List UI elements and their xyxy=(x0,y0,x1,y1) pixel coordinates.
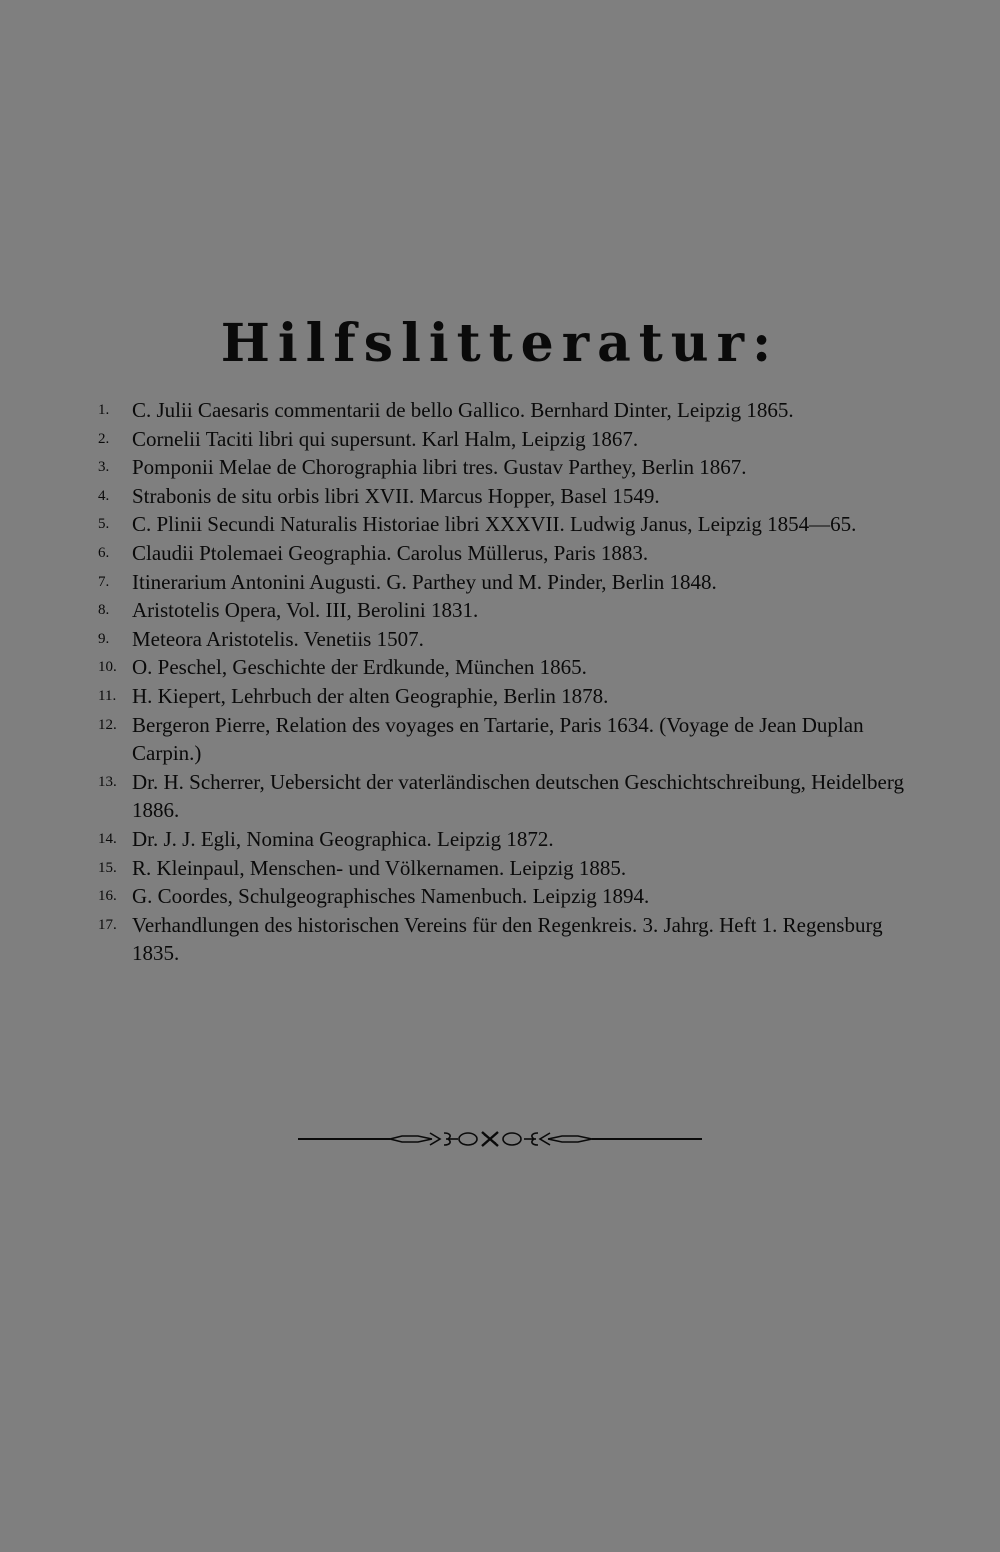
entry-text: G. Coordes, Schulgeographisches Namenbuch. Leipzig 1894. xyxy=(132,884,650,909)
page-title: Hilfslitteratur: xyxy=(220,313,780,374)
entry-text: O. Peschel, Geschichte der Erdkunde, München 1865. xyxy=(132,655,587,680)
entry-text: R. Kleinpaul, Menschen- und Völkernamen. Leipzig 1885. xyxy=(132,855,627,880)
entry-number: 4. xyxy=(98,487,110,504)
entry-number: 5. xyxy=(98,516,110,533)
entry-number: 7. xyxy=(98,573,110,590)
entry-text: Dr. H. Scherrer, Uebersicht der vaterländischen deutschen Geschichtschreibung, Heidelberg 1886. xyxy=(132,769,904,823)
entry-number: 15. xyxy=(98,859,117,876)
list-item xyxy=(98,568,908,597)
entry-number: 13. xyxy=(98,773,117,790)
ornamental-divider-icon xyxy=(298,1124,702,1154)
list-item xyxy=(98,596,908,625)
entry-text: Pomponii Melae de Chorographia libri tres. Gustav Parthey, Berlin 1867. xyxy=(132,455,747,480)
list-item xyxy=(98,768,908,825)
entry-number: 12. xyxy=(98,716,117,733)
entry-text: C. Plinii Secundi Naturalis Historiae libri XXXVII. Ludwig Janus, Leipzig 1854—65. xyxy=(132,512,857,537)
list-item xyxy=(98,539,908,568)
entry-number: 6. xyxy=(98,544,110,561)
list-item xyxy=(98,510,908,539)
entry-text: Bergeron Pierre, Relation des voyages en Tartarie, Paris 1634. (Voyage de Jean Duplan Carpin.) xyxy=(132,712,864,766)
entry-text: C. Julii Caesaris commentarii de bello Gallico. Bernhard Dinter, Leipzig 1865. xyxy=(132,398,794,422)
entry-text: Aristotelis Opera, Vol. III, Berolini 1831. xyxy=(132,598,479,623)
entry-text: Itinerarium Antonini Augusti. G. Parthey und M. Pinder, Berlin 1848. xyxy=(132,569,717,594)
entry-number: 9. xyxy=(98,630,110,647)
entry-number: 11. xyxy=(98,687,117,704)
list-item xyxy=(98,882,908,911)
entry-text: Meteora Aristotelis. Venetiis 1507. xyxy=(132,626,424,651)
list-item xyxy=(98,911,908,968)
list-item xyxy=(98,482,908,511)
entry-number: 10. xyxy=(98,659,117,676)
entry-text: H. Kiepert, Lehrbuch der alten Geographie, Berlin 1878. xyxy=(132,683,609,708)
entry-number: 14. xyxy=(98,830,117,847)
entry-text: Claudii Ptolemaei Geographia. Carolus Müllerus, Paris 1883. xyxy=(132,540,649,565)
list-item xyxy=(98,453,908,482)
entry-text: Verhandlungen des historischen Vereins für den Regenkreis. 3. Jahrg. Heft 1. Regensburg 1835. xyxy=(132,912,883,966)
entry-number: 2. xyxy=(98,430,110,447)
entry-number: 17. xyxy=(98,916,117,933)
entry-number: 1. xyxy=(98,402,110,418)
entry-text: Dr. J. J. Egli, Nomina Geographica. Leipzig 1872. xyxy=(132,826,554,851)
list-item xyxy=(98,425,908,454)
entry-number: 16. xyxy=(98,888,117,905)
list-item xyxy=(98,625,908,654)
list-item xyxy=(98,711,908,768)
bibliography-list xyxy=(98,396,908,968)
list-item xyxy=(98,854,908,883)
entry-text: Cornelii Taciti libri qui supersunt. Karl Halm, Leipzig 1867. xyxy=(132,426,639,451)
list-item xyxy=(98,653,908,682)
entry-text: Strabonis de situ orbis libri XVII. Marcus Hopper, Basel 1549. xyxy=(132,483,660,508)
list-item xyxy=(98,396,908,425)
list-item xyxy=(98,825,908,854)
list-item xyxy=(98,682,908,711)
entry-number: 8. xyxy=(98,602,110,619)
entry-number: 3. xyxy=(98,459,110,476)
